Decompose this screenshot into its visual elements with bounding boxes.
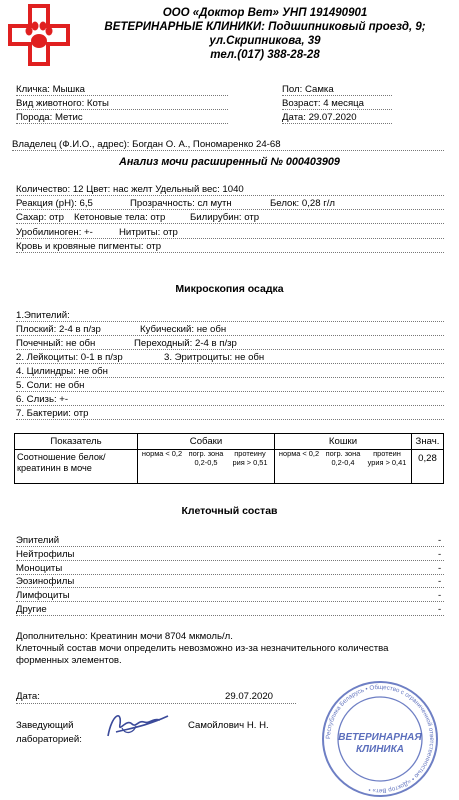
signature-icon — [102, 706, 172, 744]
cell-row-label: Эозинофилы — [16, 576, 75, 588]
table-header-dogs: Собаки — [138, 434, 275, 450]
analysis-title: Анализ мочи расширенный № 000403909 — [119, 156, 340, 168]
general-protein: Белок: 0,28 г/л — [270, 198, 335, 209]
cell-row-value: - — [438, 562, 442, 574]
micro-erythrocytes: 3. Эритроциты: не обн — [164, 352, 265, 363]
additional-note1: Клеточный состав мочи определить невозможно из-за незначительного количества — [16, 643, 389, 654]
general-clarity: Прозрачность: сл мутн — [130, 198, 232, 209]
table-cats-cell — [275, 450, 412, 484]
cell-row-value: - — [438, 548, 442, 560]
micro-casts: 4. Цилиндры: не обн — [16, 366, 108, 377]
patient-species: Вид животного: Коты — [16, 98, 109, 109]
general-bilirubin: Билирубин: отр — [190, 212, 260, 223]
micro-flat: Плоский: 2-4 в п/зр — [16, 324, 101, 335]
table-row-label: Соотношение белок/креатинин в моче — [15, 450, 138, 484]
cats-grey-zone: погр. зона 0,2-0,4 — [325, 449, 361, 467]
footer-head-name: Самойлович Н. Н. — [188, 720, 269, 731]
micro-renal: Почечный: не обн — [16, 338, 96, 349]
stamp-ring-text: Республика Беларусь • Общество с ограниченной ответственностью • «Доктор Вет» • — [324, 683, 436, 795]
micro-transitional: Переходный: 2-4 в п/зр — [134, 338, 237, 349]
cats-proteinuria: протеин урия > 0,41 — [367, 449, 407, 467]
stamp-center-line1: ВЕТЕРИНАРНАЯ — [338, 732, 422, 743]
micro-bacteria: 7. Бактерии: отр — [16, 408, 89, 419]
general-ph: Реакция (рН): 6,5 — [16, 198, 93, 209]
patient-sex: Пол: Самка — [282, 84, 334, 95]
cell-row-value: - — [438, 590, 442, 602]
general-blood: Кровь и кровяные пигменты: отр — [16, 241, 162, 252]
micro-mucus: 6. Слизь: +- — [16, 394, 69, 405]
cats-norm: нормa < 0,2 — [278, 449, 320, 458]
cell-row-label: Лимфоциты — [16, 590, 70, 602]
patient-nickname: Кличка: Мышка — [16, 84, 85, 95]
clinic-stamp-icon — [315, 680, 445, 798]
table-header-cats: Кошки — [275, 434, 412, 450]
table-dogs-cell — [138, 450, 275, 484]
patient-breed: Порода: Метис — [16, 112, 83, 123]
dogs-norm: нормa < 0,2 — [141, 449, 183, 458]
protein-creatinine-table — [14, 433, 444, 484]
micro-salts: 5. Соли: не обн — [16, 380, 85, 391]
cells-title: Клеточный состав — [181, 505, 278, 517]
cell-row-label: Нейтрофилы — [16, 548, 75, 560]
footer-head-label1: Заведующий — [16, 720, 74, 731]
footer-date-label: Дата: — [16, 691, 40, 702]
additional-creatinine: Дополнительно: Креатинин мочи 8704 мкмоль/л. — [16, 631, 233, 642]
general-nitrites: Нитриты: отр — [119, 227, 178, 238]
header-line2: ВЕТЕРИНАРНЫЕ КЛИНИКИ: Подшипниковый проезд, 9; — [104, 21, 426, 33]
patient-date: Дата: 29.07.2020 — [282, 112, 357, 123]
header-phone: тел.(017) 388-28-28 — [210, 49, 320, 61]
cell-row-label: Эпителий — [16, 535, 60, 546]
patient-owner: Владелец (Ф.И.О., адрес): Богдан О. А., Пономаренко 24-68 — [12, 139, 281, 150]
micro-leukocytes: 2. Лейкоциты: 0-1 в п/зр — [16, 352, 123, 363]
table-value: 0,28 — [412, 450, 444, 484]
general-row1: Количество: 12 Цвет: нас желт Удельный вес: 1040 — [16, 184, 244, 195]
micro-epithelium: 1.Эпителий: — [16, 310, 70, 321]
general-ketones: Кетоновые тела: отр — [74, 212, 166, 223]
additional-note2: форменных элементов. — [16, 655, 122, 666]
table-header-indicator: Показатель — [15, 434, 138, 450]
header-line1: ООО «Доктор Вет» УНП 191490901 — [162, 7, 368, 19]
cell-row-label: Другие — [16, 604, 47, 615]
header-line3: ул.Скрипникова, 39 — [209, 35, 321, 47]
patient-age: Возраст: 4 месяца — [282, 98, 364, 109]
dogs-proteinuria: протеину рия > 0,51 — [232, 449, 268, 467]
general-urobilinogen: Уробилиноген: +- — [16, 227, 93, 238]
table-header-value: Знач. — [412, 434, 444, 450]
microscopy-title: Микроскопия осадка — [175, 283, 284, 295]
stamp-center-line2: КЛИНИКА — [356, 744, 404, 755]
general-sugar: Сахар: отр — [16, 212, 64, 223]
footer-head-label2: лабораторией: — [16, 734, 82, 745]
cell-row-value: - — [438, 576, 442, 588]
footer-date-value: 29.07.2020 — [225, 691, 274, 702]
dogs-grey-zone: погр. зона 0,2-0,5 — [188, 449, 224, 467]
clinic-logo-icon — [8, 4, 70, 66]
cell-row-value: - — [438, 535, 442, 546]
cell-row-value: - — [438, 604, 442, 615]
micro-cubic: Кубический: не обн — [140, 324, 227, 335]
cell-row-label: Моноциты — [16, 562, 63, 574]
